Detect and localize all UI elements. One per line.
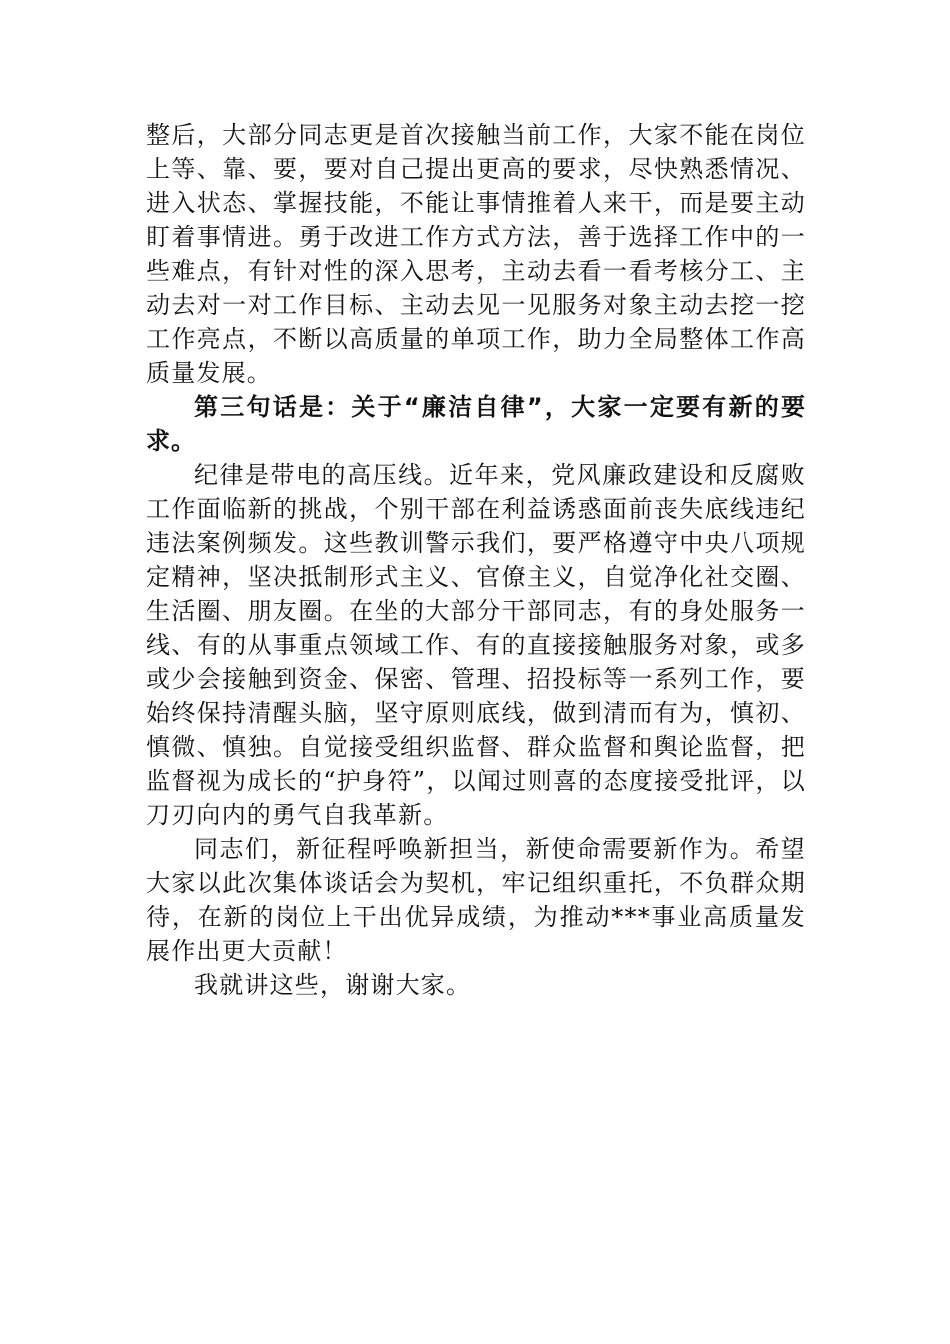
paragraph-thanks: 我就讲这些，谢谢大家。 <box>194 971 472 999</box>
document-page <box>146 118 806 1002</box>
paragraph-continuation: 整后，大部分同志更是首次接触当前工作，大家不能在岗位上等、靠、要，要对自己提出更高的要求，尽快熟悉情况、进入状态、掌握技能，不能让事情推着人来干，而是要主动盯着事情进。勇于改进工作方式方法，善于选择工作中的一些难点，有针对性的深入思考，主动去看一看考核分工、主动去对一对工作目标、主动去见一见服务对象主动去挖一挖工作亮点，不断以高质量的单项工作，助力全局整体工作高质量发展。 <box>146 121 806 387</box>
paragraph-closing: 同志们，新征程呼唤新担当，新使命需要新作为。希望大家以此次集体谈话会为契机，牢记组织重托，不负群众期待，在新的岗位上干出优异成绩，为推动***事业高质量发展作出更大贡献！ <box>146 835 806 965</box>
paragraph-discipline: 纪律是带电的高压线。近年来，党风廉政建设和反腐败工作面临新的挑战，个别干部在利益诱惑面前丧失底线违纪违法案例频发。这些教训警示我们，要严格遵守中央八项规定精神，坚决抵制形式主义、官僚主义，自觉净化社交圈、生活圈、朋友圈。在坐的大部分干部同志，有的身处服务一线、有的从事重点领域工作、有的直接接触服务对象，或多或少会接触到资金、保密、管理、招投标等一系列工作，要始终保持清醒头脑，坚守原则底线，做到清而有为，慎初、慎微、慎独。自觉接受组织监督、群众监督和舆论监督，把监督视为成长的“护身符”，以闻过则喜的态度接受批评，以刀刃向内的勇气自我革新。 <box>146 461 806 829</box>
section-heading: 第三句话是：关于“廉洁自律”，大家一定要有新的要求。 <box>146 393 806 455</box>
